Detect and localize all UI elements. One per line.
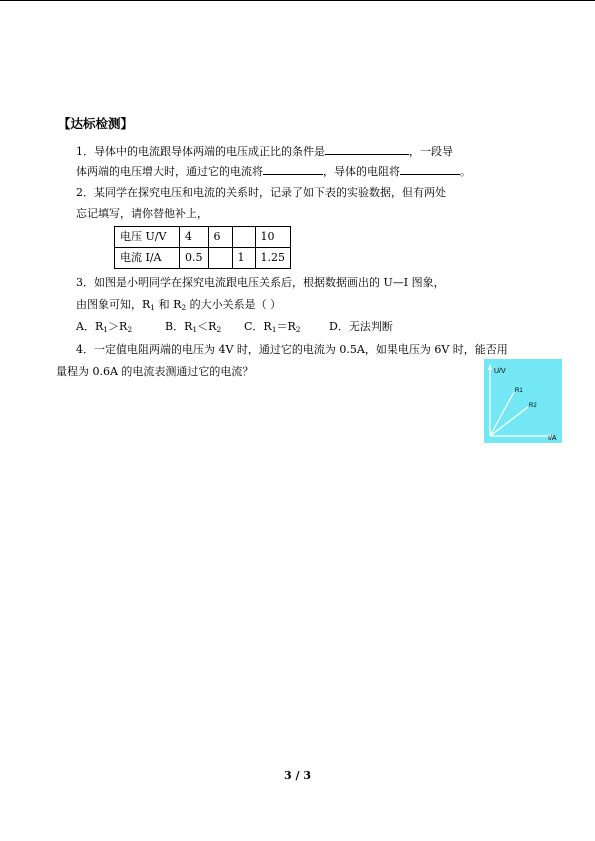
q3-text-a: 由图象可知，R: [76, 298, 151, 311]
q2-line1: 2．某同学在探究电压和电流的关系时，记录了如下表的实验数据，但有两处: [76, 186, 446, 199]
q3-sub-2: 2: [181, 303, 187, 312]
table-cell: 1.25: [255, 248, 291, 269]
q1-blank-2[interactable]: [263, 164, 323, 175]
table-cell: 10: [255, 227, 291, 248]
ui-graph-svg: [484, 359, 562, 443]
y-axis-label: U/V: [494, 368, 506, 375]
q1-text-d: ，导体的电阻将: [323, 165, 400, 178]
table-cell-blank[interactable]: [208, 248, 232, 269]
table-row: [115, 227, 291, 248]
table-cell: 0.5: [180, 248, 209, 269]
q1-text-b: ，一段导: [409, 145, 453, 158]
q1-line1: [76, 144, 453, 159]
table-cell: 6: [208, 227, 232, 248]
q1-line2: [76, 164, 471, 179]
q1-blank-3[interactable]: [400, 164, 460, 175]
q3-option-a[interactable]: A．$R_1>R_2$: [76, 320, 133, 334]
q1-text-c: 体两端的电压增大时，通过它的电流将: [76, 165, 263, 178]
q3-text-b: 和 R: [155, 298, 182, 311]
q3-line1: 3．如图是小明同学在探究电流跟电压关系后，根据数据画出的 U—I 图象，: [76, 276, 445, 289]
data-table: [114, 226, 291, 269]
table-row: [115, 248, 291, 269]
section-title: 【达标检测】: [58, 116, 134, 131]
q1-blank-1[interactable]: [325, 144, 409, 155]
header-rule: [0, 0, 595, 1]
q3-option-b[interactable]: B．$R_1<R_2$: [165, 320, 222, 334]
r1-label: R1: [515, 388, 523, 394]
q3-option-d[interactable]: D．无法判断: [329, 320, 393, 333]
r2-label: R2: [529, 403, 537, 409]
q3-option-c[interactable]: C．$R_1=R_2$: [244, 320, 301, 334]
page-number: 3 / 3: [284, 769, 311, 782]
q1-text-a: 1．导体中的电流跟导体两端的电压成正比的条件是: [76, 145, 325, 158]
q2-line2: 忘记填写，请你替他补上，: [76, 207, 208, 220]
q3-sub-1: 1: [150, 303, 156, 312]
x-axis-label: I/A: [548, 435, 557, 442]
q4-line2: 量程为 0.6A 的电流表测通过它的电流？: [56, 365, 254, 378]
r1-line: [490, 392, 514, 436]
q3-text-c: 的大小关系是（ ）: [186, 298, 282, 311]
r2-line: [490, 407, 528, 436]
table-cell: 1: [232, 248, 255, 269]
q1-text-e: 。: [460, 165, 471, 178]
table-cell-blank[interactable]: [232, 227, 255, 248]
y-axis-arrow: [488, 364, 492, 370]
q4-line1: 4．一定值电阻两端的电压为 4V 时，通过它的电流为 0.5A，如果电压为 6V 时，能否用: [76, 343, 508, 356]
table-cell: 4: [180, 227, 209, 248]
table-cell: 电压 U/V: [115, 227, 180, 248]
q3-line2: [76, 298, 281, 312]
table-cell: 电流 I/A: [115, 248, 180, 269]
ui-graph: [484, 359, 562, 443]
